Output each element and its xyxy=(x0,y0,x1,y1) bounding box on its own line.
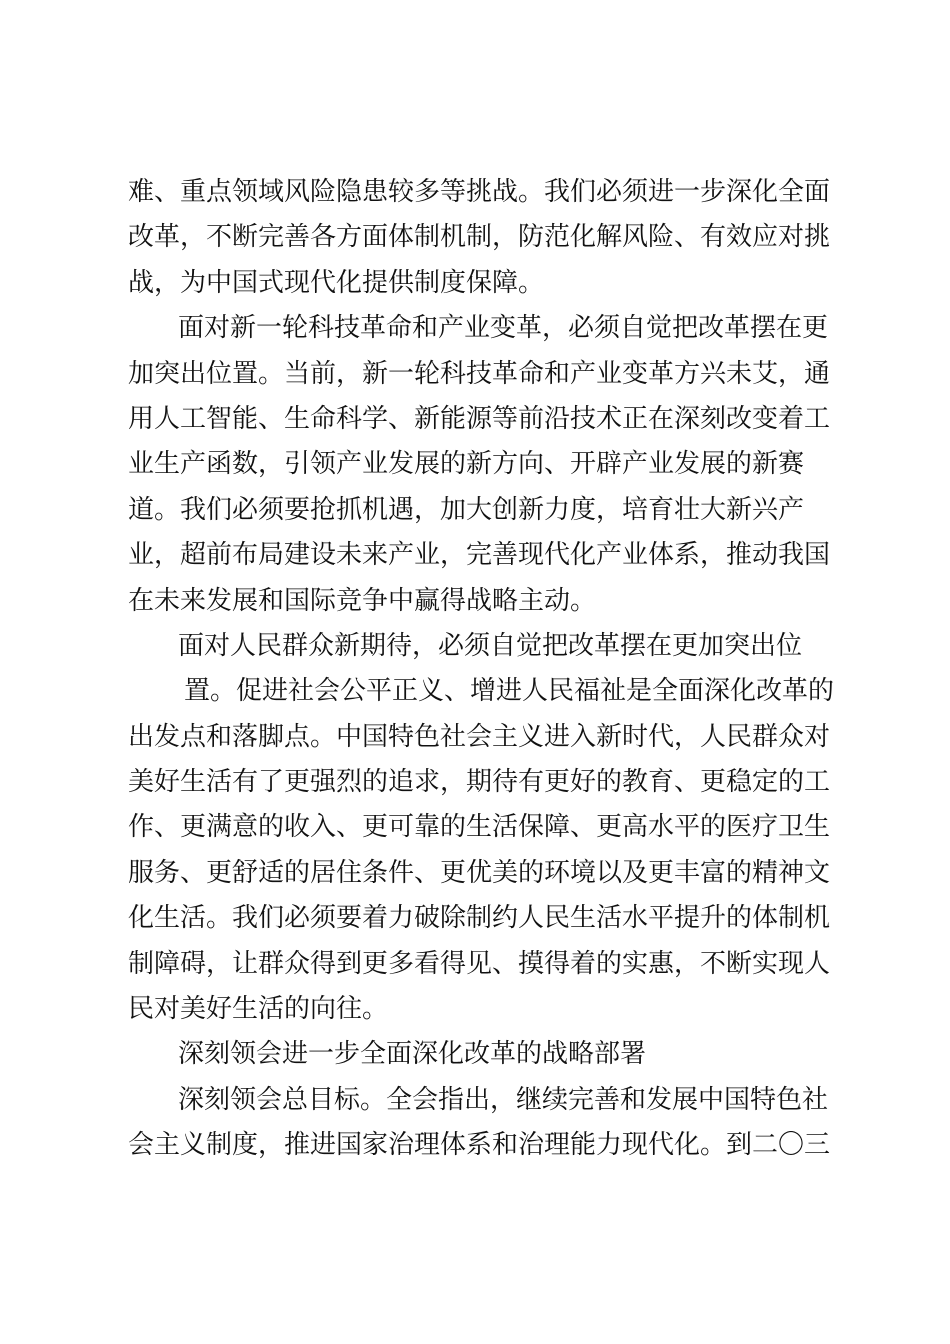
body-text xyxy=(128,170,835,1169)
paragraph-start-line: 面对人民群众新期待，必须自觉把改革摆在更加突出位 xyxy=(178,630,803,661)
text-line: 难、重点领域风险隐患较多等挑战。我们必须进一步深化全面 xyxy=(128,177,831,207)
text-line: 化生活。我们必须要着力破除制约人民生活水平提升的体制机 xyxy=(128,903,831,934)
paragraph-start-line: 面对新一轮科技革命和产业变革，必须自觉把改革摆在更 xyxy=(178,313,829,344)
text-line: 加突出位置。当前，新一轮科技革命和产业变革方兴未艾，通 xyxy=(128,358,831,389)
text-line: 出发点和落脚点。中国特色社会主义进入新时代，人民群众对 xyxy=(128,721,831,752)
text-line: 改革，不断完善各方面体制机制，防范化解风险、有效应对挑 xyxy=(128,222,831,253)
section-heading: 深刻领会进一步全面深化改革的战略部署 xyxy=(178,1039,647,1070)
text-line: 用人工智能、生命科学、新能源等前沿技术正在深刻改变着工 xyxy=(128,403,831,434)
text-line: 制障碍，让群众得到更多看得见、摸得着的实惠，不断实现人 xyxy=(128,948,831,979)
paragraph-start-line: 深刻领会总目标。全会指出，继续完善和发展中国特色社 xyxy=(178,1084,829,1115)
text-line: 会主义制度，推进国家治理体系和治理能力现代化。到二〇三 xyxy=(128,1130,831,1161)
text-line: 业，超前布局建设未来产业，完善现代化产业体系，推动我国 xyxy=(128,540,831,571)
text-line: 置。促进社会公平正义、增进人民福祉是全面深化改革的 xyxy=(184,676,835,707)
text-line: 美好生活有了更强烈的追求，期待有更好的教育、更稳定的工 xyxy=(128,767,831,798)
text-line: 民对美好生活的向往。 xyxy=(128,994,389,1025)
text-line: 服务、更舒适的居住条件、更优美的环境以及更丰富的精神文 xyxy=(128,857,831,888)
text-line: 作、更满意的收入、更可靠的生活保障、更高水平的医疗卫生 xyxy=(128,812,831,843)
text-line: 在未来发展和国际竞争中赢得战略主动。 xyxy=(128,585,597,616)
text-line: 战，为中国式现代化提供制度保障。 xyxy=(128,267,545,298)
text-line: 业生产函数，引领产业发展的新方向、开辟产业发展的新赛 xyxy=(128,449,805,480)
text-line: 道。我们必须要抢抓机遇，加大创新力度，培育壮大新兴产 xyxy=(128,494,805,525)
